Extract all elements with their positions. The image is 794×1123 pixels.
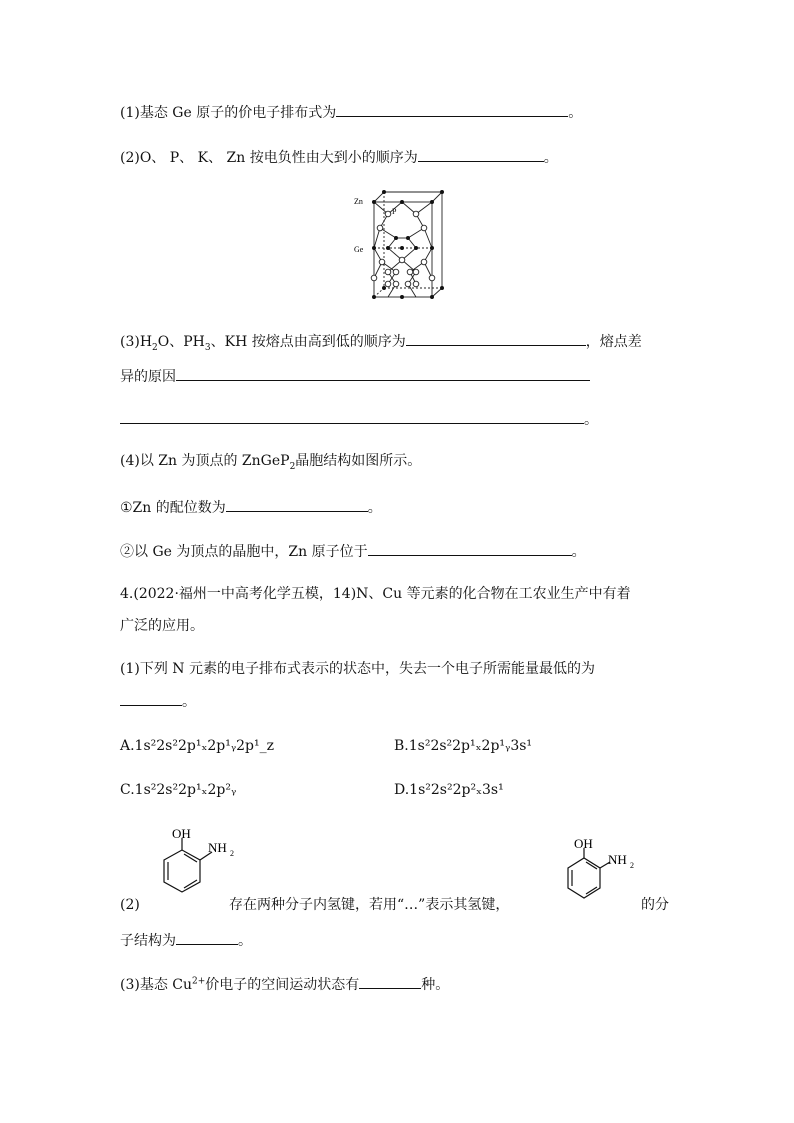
- q3-part3: $(3)H_2O$、$PH_3$、KH 按熔点由高到低的顺序为 ，熔点差: [120, 330, 642, 352]
- znGeP2-unit-cell-figure: [352, 188, 452, 303]
- nh-subscript: 2: [630, 861, 634, 870]
- answer-blank[interactable]: [406, 330, 586, 346]
- q4-stem-line1: 4.(2022·福州一中高考化学五模，14)N、Cu 等元素的化合物在工农业生产中有着: [120, 586, 631, 602]
- answer-blank[interactable]: [418, 146, 544, 162]
- answer-blank[interactable]: [359, 973, 421, 989]
- q4-part2-text-end: 的分: [641, 897, 669, 913]
- q3-part1: (1)基态 Ge 原子的价电子排布式为 。: [120, 101, 582, 123]
- q4-part2-line2: 子结构为 。: [120, 929, 252, 951]
- q4-part3: (3)基态 $Cu^{2+}$价电子的空间运动状态有 种。: [120, 973, 449, 995]
- nh-subscript: 2: [230, 849, 234, 858]
- option-d[interactable]: D.1s²2s²2p²ₓ3s¹: [394, 782, 504, 798]
- answer-blank[interactable]: [176, 365, 590, 381]
- answer-blank[interactable]: [120, 408, 584, 424]
- option-c[interactable]: C.1s²2s²2p¹ₓ2p²ᵧ: [120, 782, 237, 798]
- oh-label: OH: [172, 826, 191, 841]
- aminophenol-structure-2: [558, 834, 648, 910]
- option-a[interactable]: A.1s²2s²2p¹ₓ2p¹ᵧ2p¹_z: [120, 738, 274, 754]
- answer-blank[interactable]: [336, 101, 568, 117]
- oh-label: OH: [574, 836, 593, 851]
- q3-part2: (2)O、 P、 K、 Zn 按电负性由大到小的顺序为 。: [120, 146, 558, 168]
- q4-part1-line2: 。: [120, 690, 196, 712]
- answer-blank[interactable]: [368, 540, 572, 556]
- nh-label: NH: [608, 852, 627, 867]
- q3-part4a: ①Zn 的配位数为 。: [120, 496, 382, 518]
- answer-blank[interactable]: [226, 496, 368, 512]
- q3-part3-line2: 异的原因: [120, 365, 590, 387]
- ge-label: Ge: [354, 245, 364, 254]
- p-label: P: [392, 207, 397, 216]
- q4-part1: (1)下列 N 元素的电子排布式表示的状态中，失去一个电子所需能量最低的为: [120, 661, 595, 677]
- q3-part4: (4)以 Zn 为顶点的 ZnGeP$_2$晶胞结构如图所示。: [120, 453, 422, 472]
- option-b[interactable]: B.1s²2s²2p¹ₓ2p¹ᵧ3s¹: [394, 738, 533, 754]
- q3-part3-line3: 。: [120, 408, 598, 430]
- q4-part2-label: (2): [120, 897, 140, 913]
- nh-label: NH: [208, 840, 227, 855]
- q4-part2-text: 存在两种分子内氢键，若用“…”表示其氢键，: [229, 897, 510, 913]
- answer-blank[interactable]: [176, 929, 238, 945]
- answer-blank[interactable]: [120, 690, 182, 706]
- zn-label: Zn: [354, 197, 363, 206]
- q4-stem-line2: 广泛的应用。: [120, 618, 204, 634]
- aminophenol-structure: [142, 826, 238, 906]
- q3-part4b: ②以 Ge 为顶点的晶胞中，Zn 原子位于 。: [120, 540, 586, 562]
